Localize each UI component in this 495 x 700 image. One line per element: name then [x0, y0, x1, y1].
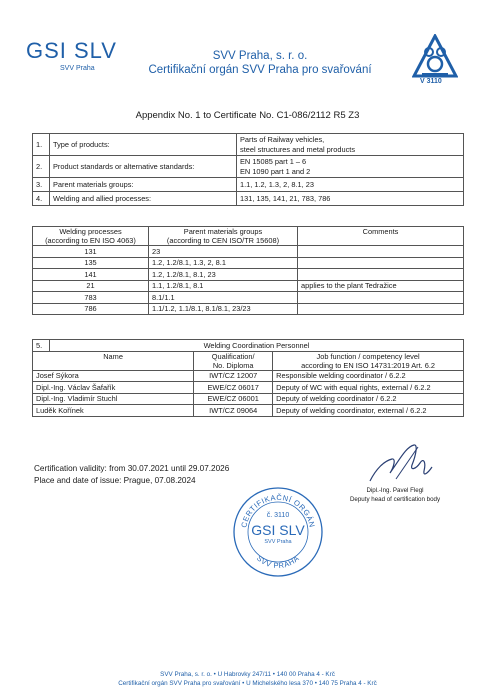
- header-line: Comments: [362, 227, 399, 236]
- table-row: [33, 257, 464, 269]
- cell-name: Dipl.-Ing. Vladimír Stuchl: [33, 393, 194, 405]
- organisation-header: [130, 49, 390, 77]
- cell-job: Responsible welding coordinator / 6.2.2: [273, 370, 464, 382]
- org-name: SVV Praha, s. r. o.: [212, 50, 308, 62]
- section-title: Welding Coordination Personnel: [50, 340, 464, 352]
- table-row: [33, 393, 464, 405]
- cell-comment: [298, 257, 464, 269]
- cell-comment: [298, 292, 464, 304]
- accreditation-badge-icon: [412, 34, 458, 94]
- signer-name: Dipl.-Ing. Pavel Flegl: [366, 487, 424, 494]
- signature-icon: [366, 439, 446, 489]
- cell-process: 783: [33, 292, 149, 304]
- personnel-table: [32, 339, 464, 417]
- cell-groups: 1.2, 1.2/8.1, 1.3, 2, 8.1: [149, 257, 298, 269]
- cell-comment: [298, 303, 464, 315]
- logo-subtext: SVV Praha: [60, 65, 95, 72]
- table-row: [33, 382, 464, 394]
- processes-table: [32, 226, 464, 315]
- table-row: [33, 156, 464, 178]
- header-line: Welding processes: [59, 227, 122, 236]
- table-row: [33, 280, 464, 292]
- table-header-row: [33, 351, 464, 370]
- cell-job: Deputy of welding coordinator, external / 6.2.2: [273, 405, 464, 417]
- cell-process: 135: [33, 257, 149, 269]
- row-label: Welding and allied processes:: [50, 192, 237, 206]
- table-row: [33, 178, 464, 192]
- stamp-top-arc: CERTIFIKAČNÍ ORGÁN: [239, 492, 317, 529]
- row-label: Parent materials groups:: [50, 178, 237, 192]
- gsi-slv-logo: [26, 40, 116, 80]
- row-number: 2.: [33, 156, 50, 178]
- place-date-of-issue: Place and date of issue: Prague, 07.08.2024: [34, 475, 196, 485]
- cell-process: 786: [33, 303, 149, 315]
- header-comments: [298, 227, 464, 246]
- cell-comment: [298, 246, 464, 258]
- row-number: 1.: [33, 134, 50, 156]
- stamp-brand: GSI SLV: [251, 522, 305, 538]
- header-name: Name: [33, 351, 194, 370]
- table-row: [33, 370, 464, 382]
- table-row: [33, 292, 464, 304]
- section-title-row: [33, 340, 464, 352]
- row-label: Product standards or alternative standards:: [50, 156, 237, 178]
- cell-qualification: EWE/CZ 06001: [194, 393, 273, 405]
- footer-line: Certifikační orgán SVV Praha pro svařování • U Michelského lesa 370 • 140 75 Praha 4 - Krč: [118, 680, 377, 687]
- cell-name: Josef Sýkora: [33, 370, 194, 382]
- header-line: according to EN ISO 14731:2019 Art. 6.2: [301, 360, 436, 370]
- header-job: [273, 351, 464, 370]
- table-row: [33, 192, 464, 206]
- cell-name: Luděk Kořínek: [33, 405, 194, 417]
- section-number: 5.: [33, 340, 50, 352]
- scope-table: [32, 133, 464, 206]
- cell-qualification: EWE/CZ 06017: [194, 382, 273, 394]
- row-label: Type of products:: [50, 134, 237, 156]
- cell-groups: 1.2, 1.2/8.1, 8.1, 23: [149, 269, 298, 281]
- header-line: No. Diploma: [212, 360, 254, 370]
- org-body: Certifikační orgán SVV Praha pro svařování: [148, 64, 372, 76]
- table-row: [33, 405, 464, 417]
- signer-block: [340, 487, 450, 504]
- stamp-sub: SVV Praha: [264, 539, 292, 545]
- cell-groups: 1.1, 1.2/8.1, 8.1: [149, 280, 298, 292]
- cell-qualification: IWT/CZ 12007: [194, 370, 273, 382]
- table-header-row: [33, 227, 464, 246]
- header-process: [33, 227, 149, 246]
- logo-text: GSI SLV: [26, 38, 117, 63]
- certification-validity: Certification validity: from 30.07.2021 until 29.07.2026: [34, 464, 230, 473]
- value-line: Parts of Railway vehicles,: [240, 134, 325, 144]
- footer: [0, 670, 495, 688]
- header-line: (according to CEN ISO/TR 15608): [166, 236, 280, 245]
- triangle-emblem-icon: [412, 34, 458, 80]
- signer-role: Deputy head of certification body: [349, 495, 441, 503]
- header-groups: [149, 227, 298, 246]
- cell-process: 131: [33, 246, 149, 258]
- header-line: (according to EN ISO 4063): [45, 236, 136, 245]
- table-row: [33, 246, 464, 258]
- table-row: [33, 269, 464, 281]
- cell-job: Deputy of WC with equal rights, external / 6.2.2: [273, 382, 464, 394]
- stamp-bottom-arc: SVV PRAHA: [254, 553, 302, 571]
- appendix-title: Appendix No. 1 to Certificate No. C1-086/2112 R5 Z3: [135, 110, 360, 121]
- cell-comment: applies to the plant Tedražice: [298, 280, 464, 292]
- cell-groups: 8.1/1.1: [149, 292, 298, 304]
- table-row: [33, 134, 464, 156]
- footer-line: SVV Praha, s. r. o. • U Habrovky 247/11 • 140 00 Praha 4 - Krč: [160, 671, 335, 678]
- value-line: steel structures and metal products: [240, 144, 356, 154]
- row-number: 4.: [33, 192, 50, 206]
- table-row: [33, 303, 464, 315]
- badge-code: V 3110: [420, 78, 442, 85]
- stamp-number: č. 3110: [266, 512, 290, 519]
- value-line: EN 15085 part 1 – 6: [240, 156, 307, 166]
- cell-process: 21: [33, 280, 149, 292]
- header-line: Qualification/: [211, 351, 255, 361]
- row-value: 131, 135, 141, 21, 783, 786: [237, 192, 464, 206]
- row-value: [237, 156, 464, 178]
- header-line: Job function / competency level: [316, 351, 420, 361]
- row-number: 3.: [33, 178, 50, 192]
- certification-stamp: [232, 486, 324, 578]
- cell-qualification: IWT/CZ 09064: [194, 405, 273, 417]
- cell-process: 141: [33, 269, 149, 281]
- cell-groups: 23: [149, 246, 298, 258]
- cell-name: Dipl.-Ing. Václav Šafařík: [33, 382, 194, 394]
- row-value: 1.1, 1.2, 1.3, 2, 8.1, 23: [237, 178, 464, 192]
- row-value: [237, 134, 464, 156]
- cell-groups: 1.1/1.2, 1.1/8.1, 8.1/8.1, 23/23: [149, 303, 298, 315]
- value-line: EN 1090 part 1 and 2: [240, 166, 311, 176]
- cell-job: Deputy of welding coordinator / 6.2.2: [273, 393, 464, 405]
- header-qualification: [194, 351, 273, 370]
- header-line: Parent materials groups: [183, 227, 263, 236]
- cell-comment: [298, 269, 464, 281]
- svg-text:SVV PRAHA: [255, 554, 301, 571]
- validity-block: [34, 463, 229, 486]
